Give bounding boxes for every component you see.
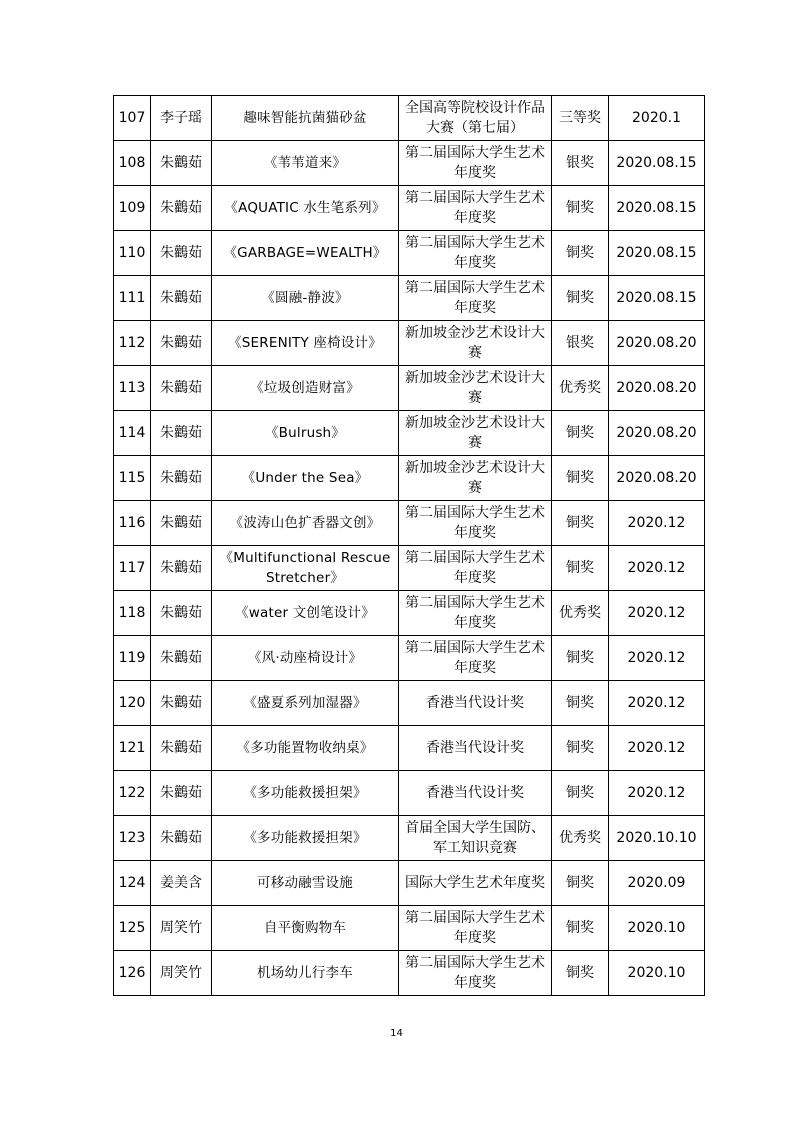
- cell-date: 2020.12: [609, 591, 705, 636]
- table-row: [114, 546, 705, 591]
- cell-work-title: 《GARBAGE=WEALTH》: [212, 231, 399, 276]
- cell-student-name: 朱鸛茹: [151, 816, 212, 861]
- cell-competition: 香港当代设计奖: [399, 771, 552, 816]
- cell-date: 2020.12: [609, 681, 705, 726]
- cell-number: 126: [114, 951, 151, 996]
- table-row: [114, 276, 705, 321]
- cell-number: 111: [114, 276, 151, 321]
- cell-student-name: 朱鸛茹: [151, 771, 212, 816]
- cell-award: 优秀奖: [552, 591, 609, 636]
- cell-competition: 第二届国际大学生艺术年度奖: [399, 276, 552, 321]
- cell-award: 铜奖: [552, 501, 609, 546]
- cell-work-title: 自平衡购物车: [212, 906, 399, 951]
- cell-award: 银奖: [552, 141, 609, 186]
- cell-number: 113: [114, 366, 151, 411]
- table-row: [114, 501, 705, 546]
- cell-date: 2020.10: [609, 906, 705, 951]
- cell-award: 优秀奖: [552, 816, 609, 861]
- cell-work-title: 《圆融-静波》: [212, 276, 399, 321]
- cell-competition: 国际大学生艺术年度奖: [399, 861, 552, 906]
- cell-competition: 新加坡金沙艺术设计大赛: [399, 411, 552, 456]
- table-row: [114, 726, 705, 771]
- cell-competition: 新加坡金沙艺术设计大赛: [399, 321, 552, 366]
- cell-date: 2020.08.15: [609, 276, 705, 321]
- cell-student-name: 朱鸛茹: [151, 726, 212, 771]
- cell-competition: 第二届国际大学生艺术年度奖: [399, 951, 552, 996]
- cell-competition: 第二届国际大学生艺术年度奖: [399, 591, 552, 636]
- cell-student-name: 朱鸛茹: [151, 366, 212, 411]
- cell-competition: 第二届国际大学生艺术年度奖: [399, 636, 552, 681]
- cell-student-name: 李子瑶: [151, 96, 212, 141]
- cell-number: 117: [114, 546, 151, 591]
- cell-student-name: 朱鸛茹: [151, 411, 212, 456]
- cell-number: 118: [114, 591, 151, 636]
- cell-date: 2020.12: [609, 636, 705, 681]
- table-row: [114, 231, 705, 276]
- cell-competition: 新加坡金沙艺术设计大赛: [399, 456, 552, 501]
- cell-student-name: 朱鸛茹: [151, 456, 212, 501]
- cell-award: 铜奖: [552, 681, 609, 726]
- table-row: [114, 951, 705, 996]
- cell-date: 2020.1: [609, 96, 705, 141]
- cell-work-title: 《苇苇道来》: [212, 141, 399, 186]
- cell-work-title: 《Multifunctional Rescue Stretcher》: [212, 546, 399, 591]
- cell-student-name: 周笑竹: [151, 951, 212, 996]
- table-row: [114, 186, 705, 231]
- cell-number: 120: [114, 681, 151, 726]
- cell-date: 2020.10: [609, 951, 705, 996]
- cell-award: 铜奖: [552, 636, 609, 681]
- cell-award: 银奖: [552, 321, 609, 366]
- cell-date: 2020.08.15: [609, 231, 705, 276]
- table-row: [114, 861, 705, 906]
- table-row: [114, 636, 705, 681]
- cell-number: 112: [114, 321, 151, 366]
- cell-work-title: 《波涛山色扩香器文创》: [212, 501, 399, 546]
- cell-work-title: 《盛夏系列加湿器》: [212, 681, 399, 726]
- cell-number: 109: [114, 186, 151, 231]
- cell-number: 125: [114, 906, 151, 951]
- cell-date: 2020.10.10: [609, 816, 705, 861]
- cell-award: 优秀奖: [552, 366, 609, 411]
- cell-award: 铜奖: [552, 726, 609, 771]
- cell-award: 铜奖: [552, 231, 609, 276]
- cell-competition: 第二届国际大学生艺术年度奖: [399, 501, 552, 546]
- cell-competition: 香港当代设计奖: [399, 726, 552, 771]
- cell-award: 铜奖: [552, 186, 609, 231]
- cell-number: 116: [114, 501, 151, 546]
- cell-student-name: 朱鸛茹: [151, 591, 212, 636]
- cell-number: 123: [114, 816, 151, 861]
- cell-work-title: 《垃圾创造财富》: [212, 366, 399, 411]
- cell-award: 铜奖: [552, 411, 609, 456]
- cell-work-title: 《多功能置物收纳桌》: [212, 726, 399, 771]
- cell-award: 铜奖: [552, 771, 609, 816]
- cell-student-name: 姜美含: [151, 861, 212, 906]
- cell-competition: 新加坡金沙艺术设计大赛: [399, 366, 552, 411]
- table-row: [114, 96, 705, 141]
- cell-work-title: 趣味智能抗菌猫砂盆: [212, 96, 399, 141]
- cell-number: 115: [114, 456, 151, 501]
- cell-number: 110: [114, 231, 151, 276]
- cell-work-title: 《风·动座椅设计》: [212, 636, 399, 681]
- cell-competition: 全国高等院校设计作品大赛（第七届）: [399, 96, 552, 141]
- table-row: [114, 456, 705, 501]
- cell-award: 铜奖: [552, 276, 609, 321]
- cell-number: 119: [114, 636, 151, 681]
- table-row: [114, 321, 705, 366]
- cell-date: 2020.09: [609, 861, 705, 906]
- cell-student-name: 朱鸛茹: [151, 186, 212, 231]
- cell-work-title: 《Bulrush》: [212, 411, 399, 456]
- cell-date: 2020.08.15: [609, 141, 705, 186]
- cell-date: 2020.08.20: [609, 411, 705, 456]
- cell-date: 2020.12: [609, 726, 705, 771]
- cell-work-title: 《AQUATIC 水生笔系列》: [212, 186, 399, 231]
- cell-student-name: 朱鸛茹: [151, 546, 212, 591]
- cell-student-name: 朱鸛茹: [151, 276, 212, 321]
- cell-student-name: 朱鸛茹: [151, 636, 212, 681]
- cell-competition: 第二届国际大学生艺术年度奖: [399, 231, 552, 276]
- cell-date: 2020.08.20: [609, 321, 705, 366]
- table-row: [114, 366, 705, 411]
- page-number: 14: [390, 1028, 403, 1039]
- cell-student-name: 朱鸛茹: [151, 231, 212, 276]
- cell-date: 2020.12: [609, 546, 705, 591]
- cell-award: 铜奖: [552, 906, 609, 951]
- cell-date: 2020.12: [609, 501, 705, 546]
- cell-competition: 第二届国际大学生艺术年度奖: [399, 186, 552, 231]
- cell-number: 107: [114, 96, 151, 141]
- cell-work-title: 机场幼儿行李车: [212, 951, 399, 996]
- cell-number: 122: [114, 771, 151, 816]
- cell-student-name: 朱鸛茹: [151, 321, 212, 366]
- cell-number: 114: [114, 411, 151, 456]
- cell-award: 铜奖: [552, 861, 609, 906]
- cell-competition: 第二届国际大学生艺术年度奖: [399, 141, 552, 186]
- cell-award: 三等奖: [552, 96, 609, 141]
- cell-work-title: 《SERENITY 座椅设计》: [212, 321, 399, 366]
- table-row: [114, 141, 705, 186]
- table-row: [114, 591, 705, 636]
- awards-table-body: [114, 96, 705, 996]
- awards-table: [113, 95, 705, 996]
- cell-date: 2020.12: [609, 771, 705, 816]
- table-row: [114, 816, 705, 861]
- cell-work-title: 《多功能救援担架》: [212, 816, 399, 861]
- cell-competition: 首届全国大学生国防、军工知识竞赛: [399, 816, 552, 861]
- cell-work-title: 《多功能救援担架》: [212, 771, 399, 816]
- table-row: [114, 681, 705, 726]
- cell-work-title: 《water 文创笔设计》: [212, 591, 399, 636]
- cell-competition: 第二届国际大学生艺术年度奖: [399, 906, 552, 951]
- table-row: [114, 906, 705, 951]
- cell-number: 124: [114, 861, 151, 906]
- cell-date: 2020.08.20: [609, 366, 705, 411]
- cell-work-title: 可移动融雪设施: [212, 861, 399, 906]
- cell-competition: 第二届国际大学生艺术年度奖: [399, 546, 552, 591]
- cell-student-name: 周笑竹: [151, 906, 212, 951]
- cell-date: 2020.08.20: [609, 456, 705, 501]
- cell-competition: 香港当代设计奖: [399, 681, 552, 726]
- cell-award: 铜奖: [552, 546, 609, 591]
- cell-student-name: 朱鸛茹: [151, 141, 212, 186]
- cell-work-title: 《Under the Sea》: [212, 456, 399, 501]
- cell-award: 铜奖: [552, 456, 609, 501]
- cell-number: 121: [114, 726, 151, 771]
- table-row: [114, 411, 705, 456]
- cell-date: 2020.08.15: [609, 186, 705, 231]
- table-row: [114, 771, 705, 816]
- cell-award: 铜奖: [552, 951, 609, 996]
- cell-number: 108: [114, 141, 151, 186]
- cell-student-name: 朱鸛茹: [151, 681, 212, 726]
- cell-student-name: 朱鸛茹: [151, 501, 212, 546]
